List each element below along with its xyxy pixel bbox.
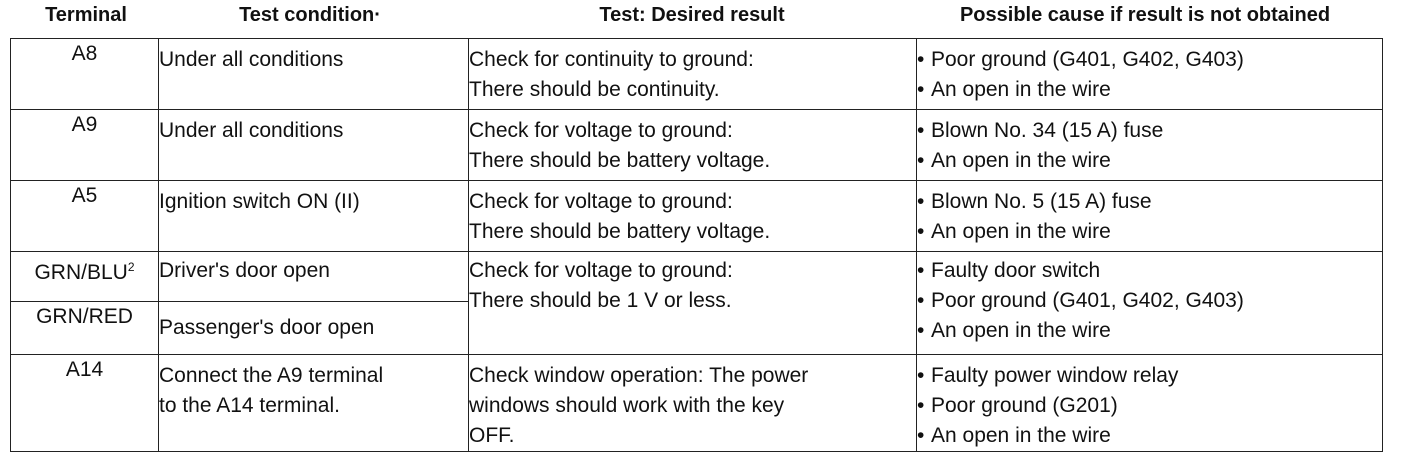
bullet-icon: • — [917, 190, 925, 213]
bullet-icon: • — [917, 319, 925, 342]
cause-text: An open in the wire — [931, 78, 1111, 101]
header-desired-result: Test: Desired result — [599, 4, 785, 26]
cause-item — [917, 187, 1382, 217]
condition-cell: Driver's door open — [159, 252, 469, 302]
cause-cell — [917, 252, 1383, 355]
bullet-icon: • — [917, 220, 925, 243]
bullet-icon: • — [917, 48, 925, 71]
result-line: Check for voltage to ground: — [469, 119, 733, 142]
result-cell — [469, 252, 917, 355]
result-cell — [469, 39, 917, 110]
cause-text: Poor ground (G201) — [931, 394, 1118, 417]
result-line: Check for voltage to ground: — [469, 190, 733, 213]
cause-text: An open in the wire — [931, 424, 1111, 447]
cause-cell — [917, 110, 1383, 181]
bullet-icon: • — [917, 394, 925, 417]
bullet-icon: • — [917, 119, 925, 142]
condition-cell: Ignition switch ON (II) — [159, 181, 469, 252]
cause-text: Faulty door switch — [931, 259, 1101, 282]
cause-item — [917, 421, 1382, 451]
terminal-cell: A14 — [11, 355, 159, 452]
condition-cell — [159, 355, 469, 452]
table-row — [11, 181, 1383, 252]
cause-item — [917, 256, 1382, 286]
cause-item — [917, 391, 1382, 421]
cause-cell — [917, 355, 1383, 452]
cause-item — [917, 116, 1382, 146]
bullet-icon: • — [917, 289, 925, 312]
bullet-icon: • — [917, 424, 925, 447]
condition-cell: Under all conditions — [159, 110, 469, 181]
cause-text: Blown No. 5 (15 A) fuse — [931, 190, 1152, 213]
header-terminal: Terminal — [45, 4, 127, 26]
terminal-cell: A8 — [11, 39, 159, 110]
cause-text: An open in the wire — [931, 319, 1111, 342]
cause-item — [917, 75, 1382, 105]
table-row — [11, 355, 1383, 452]
cause-item — [917, 45, 1382, 75]
result-line: There should be 1 V or less. — [469, 289, 732, 312]
condition-line: to the A14 terminal. — [159, 394, 340, 417]
result-line: windows should work with the key — [469, 394, 785, 417]
result-line: Check for voltage to ground: — [469, 259, 733, 282]
terminal-cell: A5 — [11, 181, 159, 252]
cause-text: Faulty power window relay — [931, 364, 1179, 387]
table-row — [11, 110, 1383, 181]
table-row — [11, 39, 1383, 110]
cause-text: An open in the wire — [931, 149, 1111, 172]
cause-item — [917, 146, 1382, 176]
cause-text: Poor ground (G401, G402, G403) — [931, 289, 1244, 312]
condition-line: Connect the A9 terminal — [159, 364, 384, 387]
terminal-cell: A9 — [11, 110, 159, 181]
test-table — [10, 38, 1383, 452]
result-line: Check window operation: The power — [469, 364, 809, 387]
cause-text: An open in the wire — [931, 220, 1111, 243]
header-possible-cause: Possible cause if result is not obtained — [959, 4, 1331, 26]
result-line: OFF. — [469, 424, 515, 447]
footnote-marker: 2 — [127, 260, 135, 274]
cause-item — [917, 286, 1382, 316]
condition-cell: Under all conditions — [159, 39, 469, 110]
terminal-cell: GRN/RED — [11, 302, 159, 355]
cause-item — [917, 316, 1382, 346]
result-cell — [469, 355, 917, 452]
cause-cell — [917, 181, 1383, 252]
result-line: There should be battery voltage. — [469, 149, 771, 172]
cause-item — [917, 217, 1382, 247]
result-line: There should be battery voltage. — [469, 220, 771, 243]
cause-cell — [917, 39, 1383, 110]
result-cell — [469, 181, 917, 252]
result-line: There should be continuity. — [469, 78, 720, 101]
condition-cell: Passenger's door open — [159, 302, 469, 355]
bullet-icon: • — [917, 259, 925, 282]
table-row — [11, 252, 1383, 302]
bullet-icon: • — [917, 78, 925, 101]
cause-text: Poor ground (G401, G402, G403) — [931, 48, 1244, 71]
header-test-condition: Test condition· — [239, 4, 381, 26]
bullet-icon: • — [917, 364, 925, 387]
bullet-icon: • — [917, 149, 925, 172]
cause-text: Blown No. 34 (15 A) fuse — [931, 119, 1164, 142]
terminal-text: GRN/BLU — [34, 261, 128, 284]
result-line: Check for continuity to ground: — [469, 48, 754, 71]
result-cell — [469, 110, 917, 181]
cause-item — [917, 361, 1382, 391]
terminal-cell — [11, 252, 159, 302]
